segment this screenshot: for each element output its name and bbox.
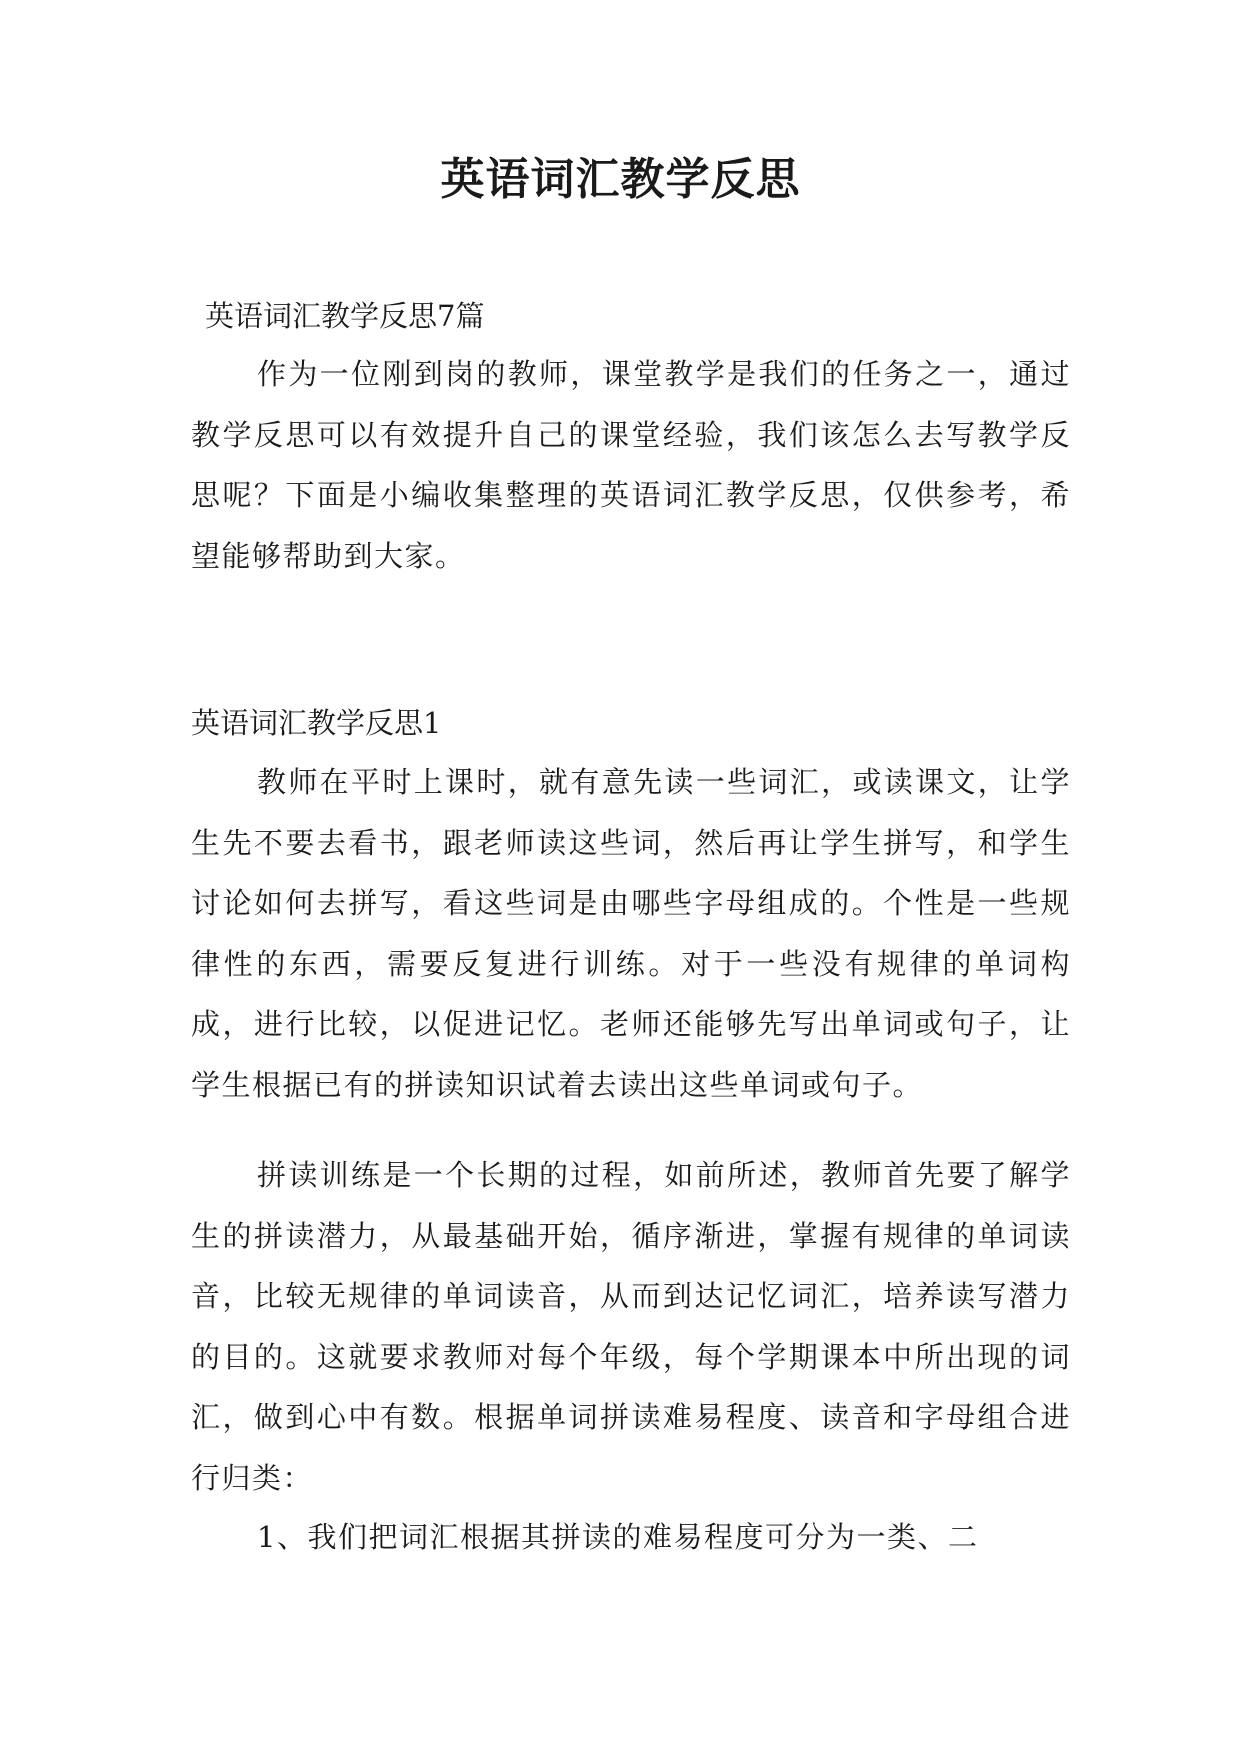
section-1-paragraph-1: 教师在平时上课时，就有意先读一些词汇，或读课文，让学生先不要去看书，跟老师读这些词，然后再让学生拼写，和学生讨论如何去拼写，看这些词是由哪些字母组成的。个性是一些规律性的东西，需要反复进行训练。对于一些没有规律的单词构成，进行比较，以促进记忆。老师还能够先写出单词或句子，让学生根据已有的拼读知识试着去读出这些单词或句子。 — [191, 765, 1071, 1102]
document-subtitle: 英语词汇教学反思7篇 — [205, 299, 485, 333]
document-title: 英语词汇教学反思 — [440, 154, 801, 205]
intro-paragraph: 作为一位刚到岗的教师，课堂教学是我们的任务之一，通过教学反思可以有效提升自己的课堂经验，我们该怎么去写教学反思呢？下面是小编收集整理的英语词汇教学反思，仅供参考，希望能够帮助到大家。 — [191, 357, 1071, 573]
section-1-paragraph-2: 拼读训练是一个长期的过程，如前所述，教师首先要了解学生的拼读潜力，从最基础开始，循序渐进，掌握有规律的单词读音，比较无规律的单词读音，从而到达记忆词汇，培养读写潜力的目的。这就要求教师对每个年级，每个学期课本中所出现的词汇，做到心中有数。根据单词拼读难易程度、读音和字母组合进行归类： — [191, 1158, 1071, 1495]
section-1-paragraph-3: 1、我们把词汇根据其拼读的难易程度可分为一类、二 — [257, 1520, 979, 1554]
section-1-heading: 英语词汇教学反思1 — [191, 706, 442, 740]
